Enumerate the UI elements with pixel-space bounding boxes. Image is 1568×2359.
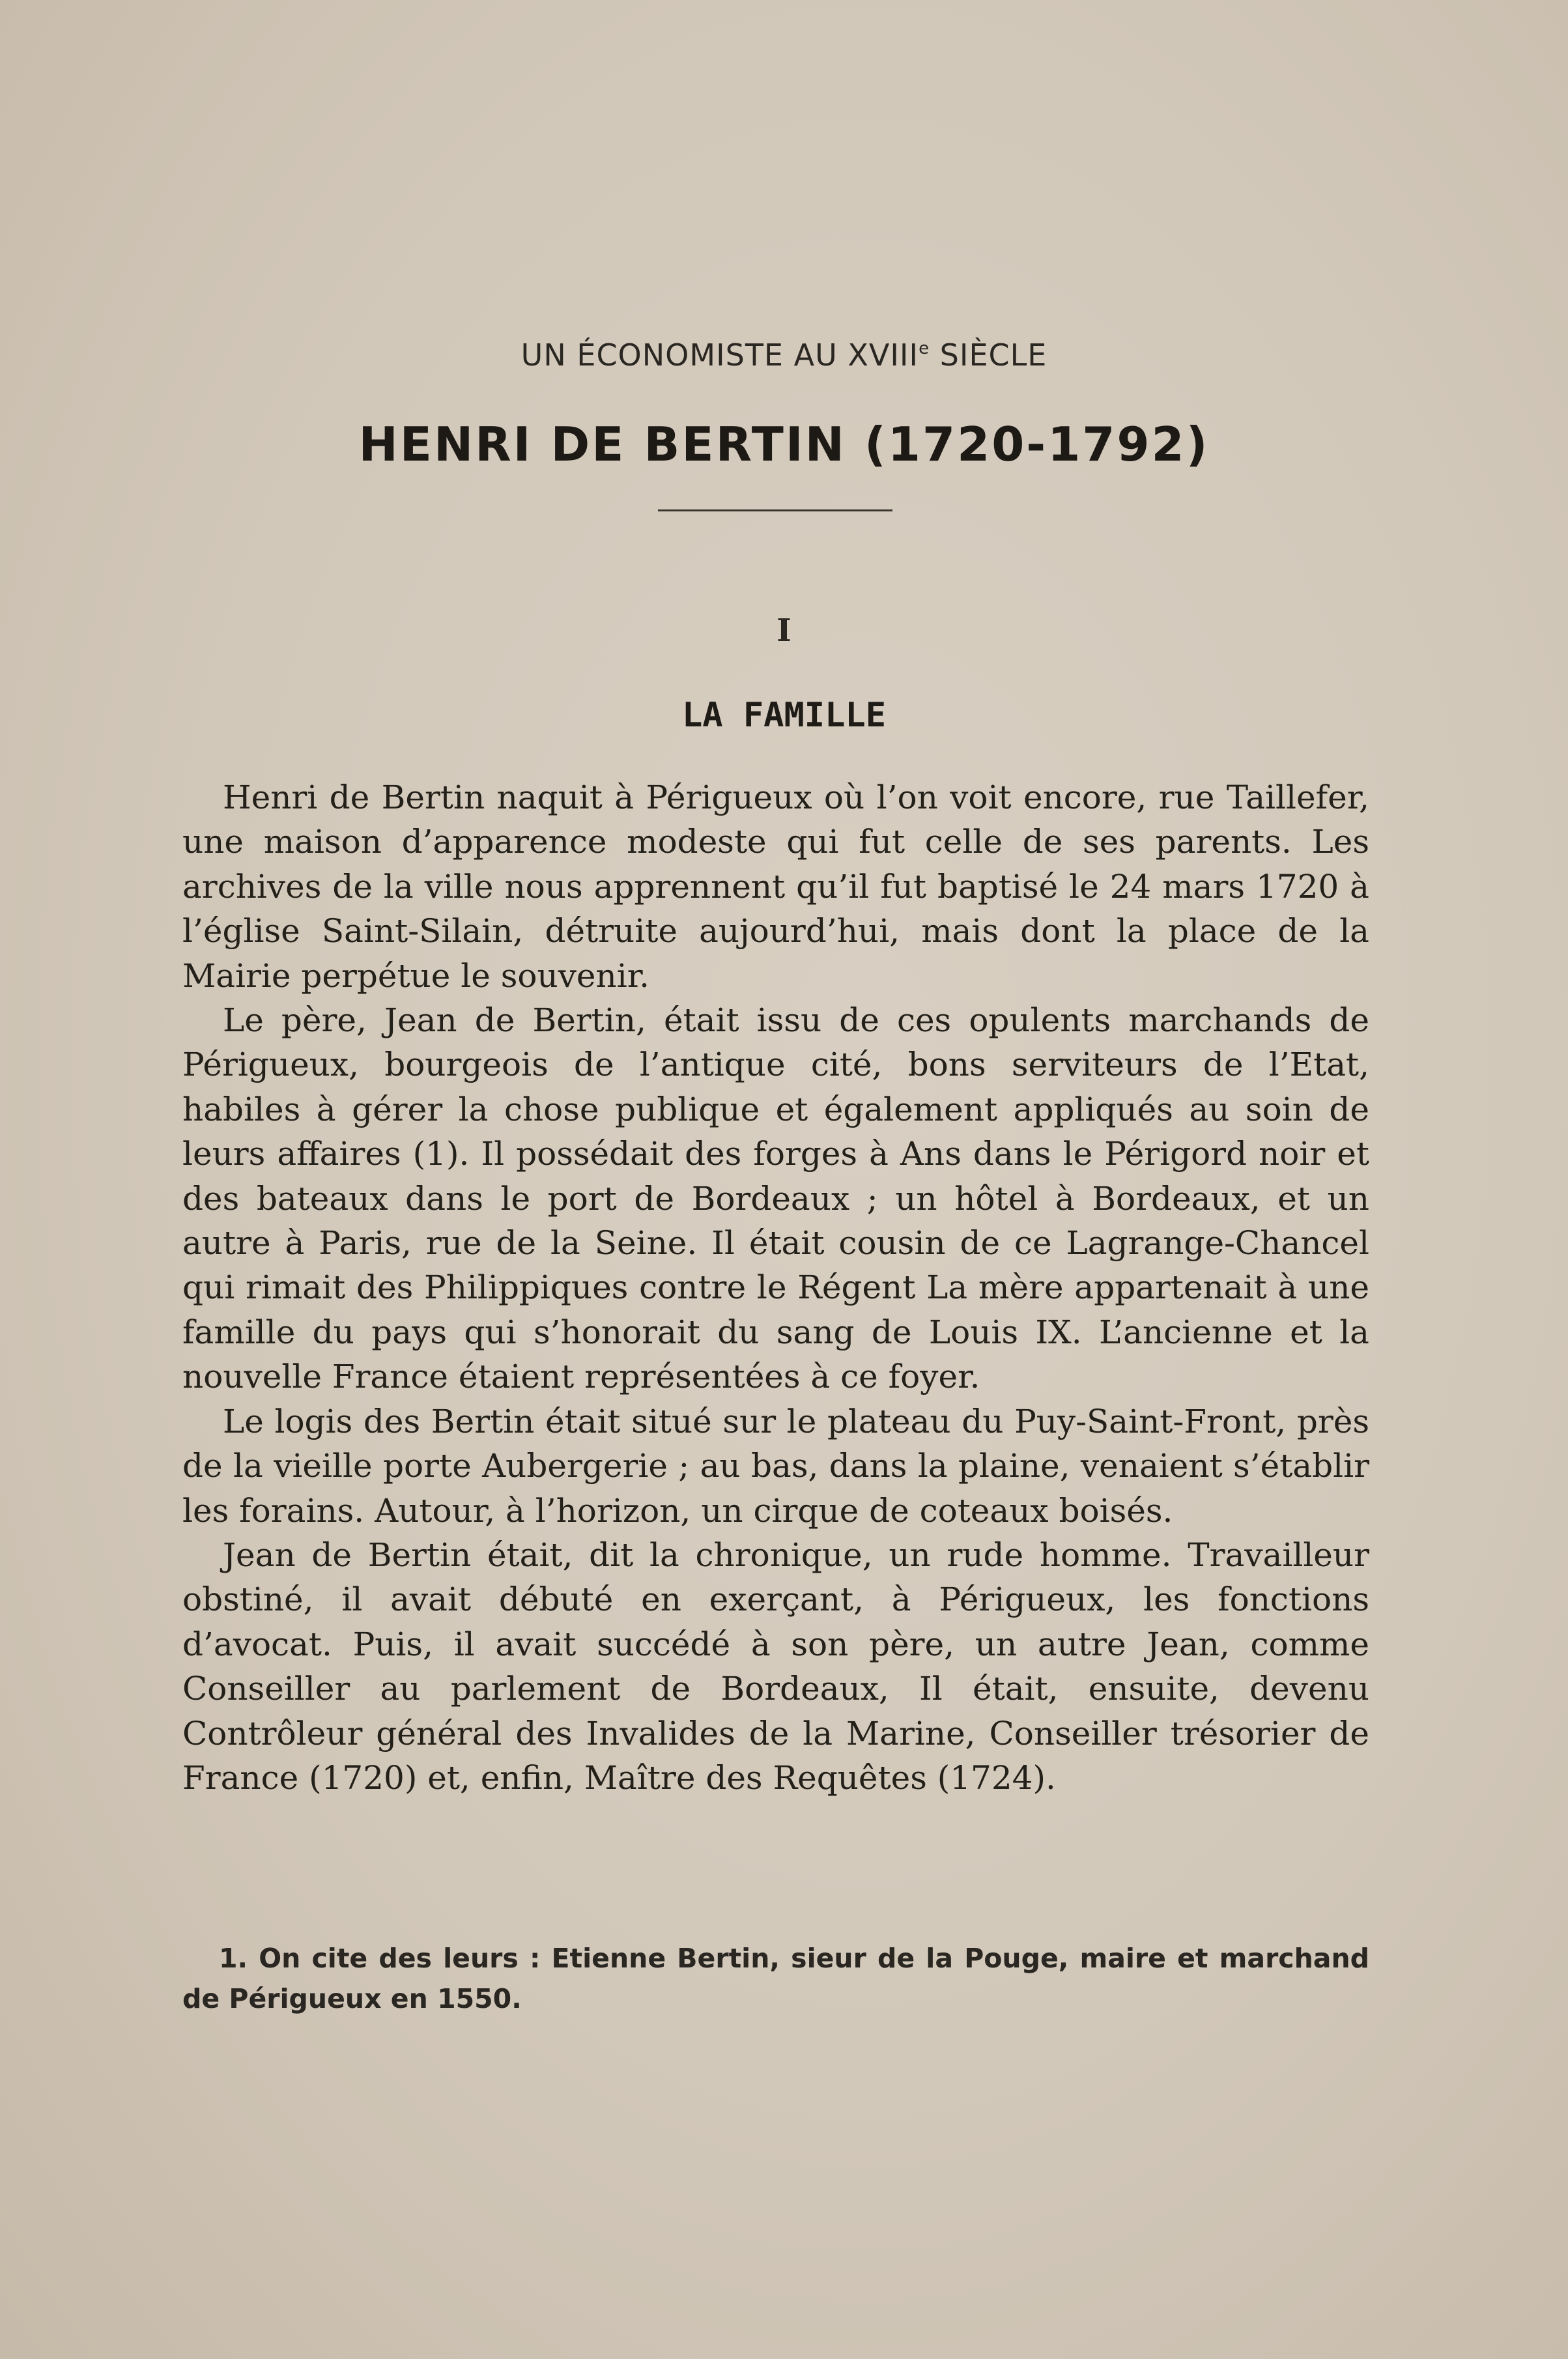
page-title: HENRI DE BERTIN (1720-1792) xyxy=(358,417,1210,472)
paragraph: Henri de Bertin naquit à Périgueux où l’on voit encore, rue Taillefer, une maison d’apparence modeste qui fut celle de ses parents. Les archives de la ville nous apprennent qu’il fut baptisé le 24 mars 1720 à l’église Saint-Silain, détruite aujourd’hui, mais dont la place de la Mairie perpétue le souvenir. xyxy=(182,779,1369,995)
section-number: I xyxy=(777,612,791,649)
title-divider xyxy=(658,509,892,511)
kicker-prefix: UN ÉCONOMISTE AU XVIII xyxy=(520,337,919,373)
footnote: 1. On cite des leurs : Etienne Bertin, sieur de la Pouge, maire et marchand de Périgueux en 1550. xyxy=(182,1943,1369,2014)
kicker-superscript: e xyxy=(919,339,930,358)
kicker-suffix: SIÈCLE xyxy=(930,337,1048,373)
paragraph: Jean de Bertin était, dit la chronique, un rude homme. Travailleur obstiné, il avait débuté en exerçant, à Périgueux, les fonctions d’avocat. Puis, il avait succédé à son père, un autre Jean, comme Conseiller au parlement de Bordeaux, Il était, ensuite, devenu Contrôleur général des Invalides de la Marine, Conseiller trésorier de France (1720) et, enfin, Maître des Requêtes (1724). xyxy=(182,1536,1369,1797)
section-title: LA FAMILLE xyxy=(681,696,887,735)
section-kicker xyxy=(0,337,1568,373)
paragraph: Le logis des Bertin était situé sur le plateau du Puy-Saint-Front, près de la vieille porte Aubergerie ; au bas, dans la plaine, venaient s’établir les forains. Autour, à l’horizon, un cirque de coteaux boisés. xyxy=(182,1402,1369,1530)
body-text xyxy=(182,775,1369,1800)
paragraph: Le père, Jean de Bertin, était issu de ces opulents marchands de Périgueux, bourgeois de l’antique cité, bons serviteurs de l’Etat, habiles à gérer la chose publique et également appliqués au soin de leurs affaires (1). Il possédait des forges à Ans dans le Périgord noir et des bateaux dans le port de Bordeaux ; un hôtel à Bordeaux, et un autre à Paris, rue de la Seine. Il était cousin de ce Lagrange-Chancel qui rimait des Philippiques contre le Régent La mère appartenait à une famille du pays qui s’honorait du sang de Louis IX. L’ancienne et la nouvelle France étaient représentées à ce foyer. xyxy=(182,1001,1369,1396)
